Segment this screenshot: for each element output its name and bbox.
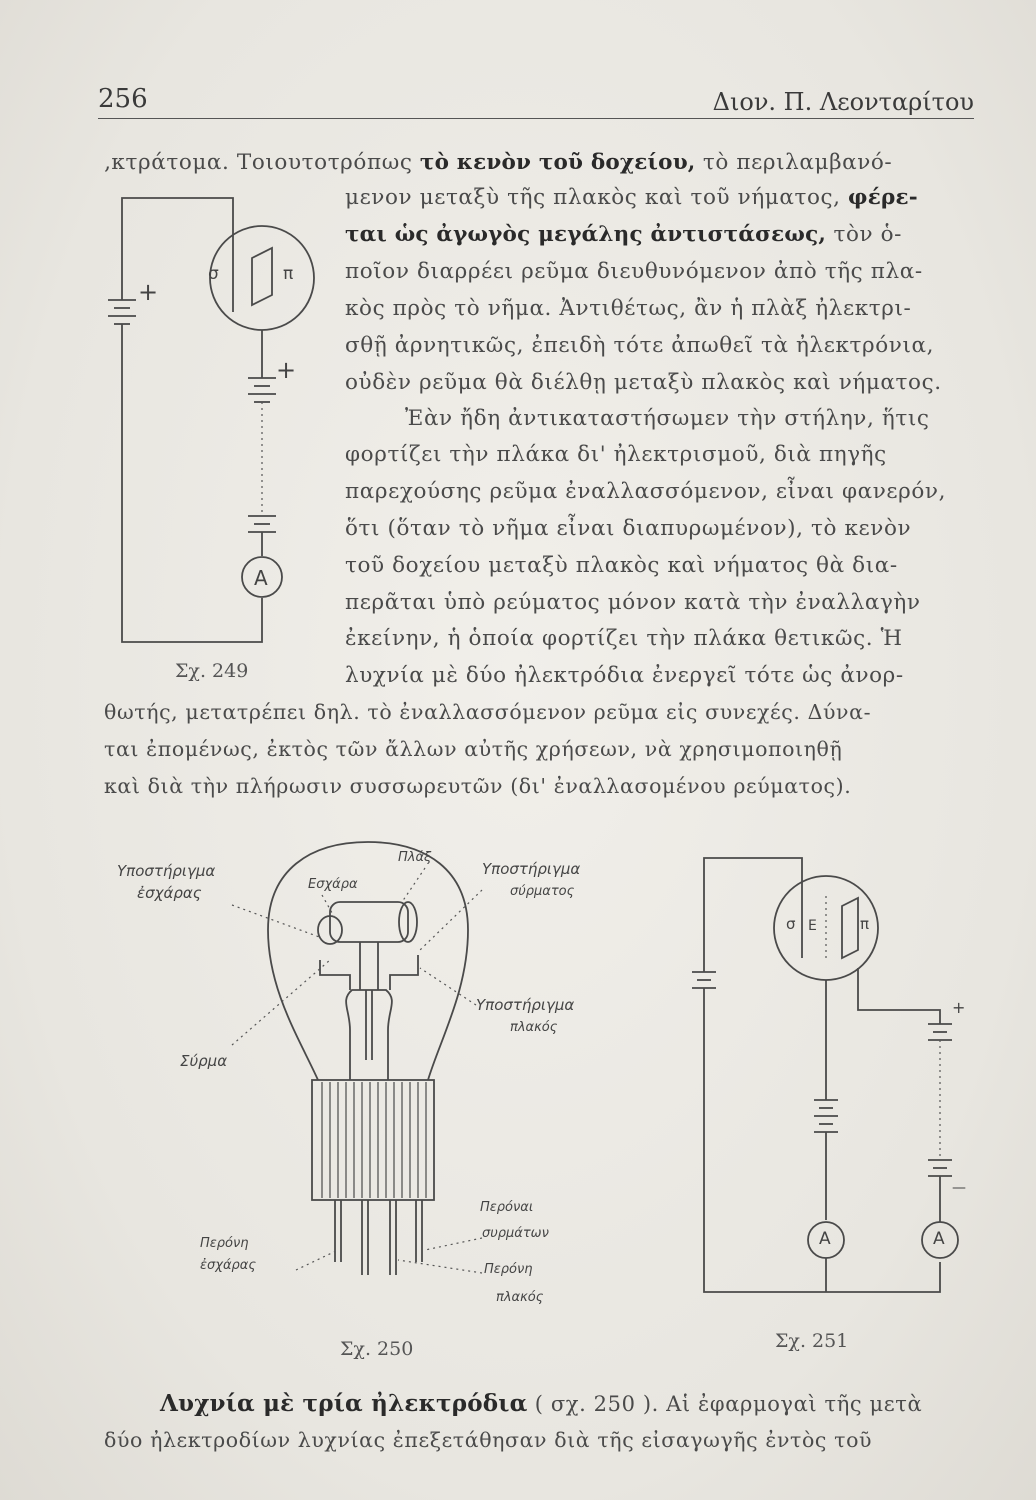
text-line: θωτής, μετατρέπει δηλ. τὸ ἐναλλασσόμενον ρεῦμα εἰς συνεχές. Δύνα- — [104, 700, 872, 724]
text-line: φορτίζει τὴν πλάκα δι' ἠλεκτρισμοῦ, διὰ πηγῆς — [345, 442, 887, 467]
text-line: καὶ διὰ τὴν πλήρωσιν συσσωρευτῶν (δι' ἐναλλασομένου ρεύματος). — [104, 774, 852, 798]
text-line: ‚κτράτομα. Τοιουτοτρόπως τὸ κενὸν τοῦ δοχείου, τὸ περιλαμβανό- — [104, 150, 893, 175]
label-grid: Εσχάρα — [308, 877, 358, 892]
plus-sign: + — [276, 356, 297, 384]
plate — [842, 898, 858, 958]
label-plate-pin: πλακός — [496, 1290, 544, 1305]
text-line: τοῦ δοχείου μεταξὺ πλακὸς καὶ νήματος θὰ δια- — [345, 553, 898, 578]
text-line: σθῇ ἀρνητικῶς, ἐπειδὴ τότε ἀπωθεῖ τὰ ἠλεκτρόνια, — [345, 333, 935, 358]
figure-caption: Σχ. 251 — [775, 1330, 849, 1352]
figure-caption: Σχ. 249 — [175, 660, 249, 682]
text-line: ποῖον διαρρέει ρεῦμα διευθυνόμενον ἀπὸ τῆς πλα- — [345, 259, 923, 284]
text-line: μενον μεταξὺ τῆς πλακὸς καὶ τοῦ νήματος, φέρε- — [345, 185, 918, 210]
minus-sign: — — [952, 1180, 966, 1196]
label-sigma: σ — [786, 915, 796, 933]
label-plate: Πλάξ — [398, 850, 432, 865]
label-wire: Σύρμα — [180, 1052, 228, 1070]
label-support-wire: Υποστήριγμα — [482, 860, 581, 878]
label-sigma: σ — [208, 264, 219, 284]
label-epsilon: Ε — [808, 918, 817, 934]
label-support-grid: ἐσχάρας — [137, 884, 202, 902]
text-line: λυχνία μὲ δύο ἠλεκτρόδια ἐνεργεῖ τότε ὡς ἀνορ- — [345, 663, 904, 688]
figure-caption: Σχ. 250 — [340, 1338, 414, 1360]
text-line: Ἐὰν ἤδη ἀντικαταστήσωμεν τὴν στήλην, ἥτις — [405, 406, 930, 431]
text-line: δύο ἠλεκτροδίων λυχνίας ἐπεξετάθησαν διὰ τῆς εἰσαγωγῆς ἐντὸς τοῦ — [104, 1428, 873, 1452]
text-line: ὅτι (ὅταν τὸ νῆμα εἶναι διαπυρωμένον), τὸ κενὸν — [345, 516, 912, 541]
text-line: περᾶται ὑπὸ ρεύματος μόνον κατὰ τὴν ἐναλλαγὴν — [345, 590, 921, 615]
text-line: Λυχνία μὲ τρία ἠλεκτρόδια ( σχ. 250 ). Αἱ ἐφαρμογαὶ τῆς μετὰ — [160, 1390, 923, 1417]
label-pi: π — [283, 264, 294, 284]
label-grid-pin: Περόνη — [200, 1236, 249, 1251]
label-support-plate: πλακός — [510, 1020, 558, 1035]
label-wire-pins: Περόναι — [480, 1200, 534, 1215]
text-line: ἐκείνην, ἡ ὁποία φορτίζει τὴν πλάκα θετικῶς. Ἡ — [345, 626, 903, 651]
label-support-plate: Υποστήριγμα — [476, 996, 575, 1014]
page-number: 256 — [98, 84, 148, 114]
label-support-grid: Υποστήριγμα — [117, 862, 216, 880]
label-pi: π — [860, 915, 870, 933]
ammeter-label: A — [254, 566, 268, 590]
label-wire-pins: συρμάτων — [482, 1226, 549, 1241]
label-grid-pin: ἐσχάρας — [200, 1258, 256, 1273]
label-plate-pin: Περόνη — [484, 1262, 533, 1277]
text-line: παρεχούσης ρεῦμα ἐναλλασσόμενον, εἶναι φανερόν, — [345, 479, 947, 504]
text-line: κὸς πρὸς τὸ νῆμα. Ἀντιθέτως, ἂν ἡ πλὰξ ἠλεκτρι- — [345, 296, 912, 321]
label-support-wire: σύρματος — [510, 884, 575, 899]
text-line: οὐδὲν ρεῦμα θὰ διέλθῃ μεταξὺ πλακὸς καὶ νήματος. — [345, 370, 942, 395]
running-head: Διον. Π. Λεονταρίτου — [712, 88, 974, 116]
text-line: ται ὡς ἀγωγὸς μεγάλης ἀντιστάσεως, τὸν ὁ- — [345, 222, 903, 247]
plus-sign: + — [138, 278, 159, 306]
ammeter-label: A — [819, 1229, 831, 1249]
plus-sign: + — [952, 998, 966, 1017]
ammeter-label: A — [933, 1229, 945, 1249]
text-line: ται ἐπομένως, ἐκτὸς τῶν ἄλλων αὐτῆς χρήσεων, νὰ χρησιμοποιηθῇ — [104, 737, 843, 761]
